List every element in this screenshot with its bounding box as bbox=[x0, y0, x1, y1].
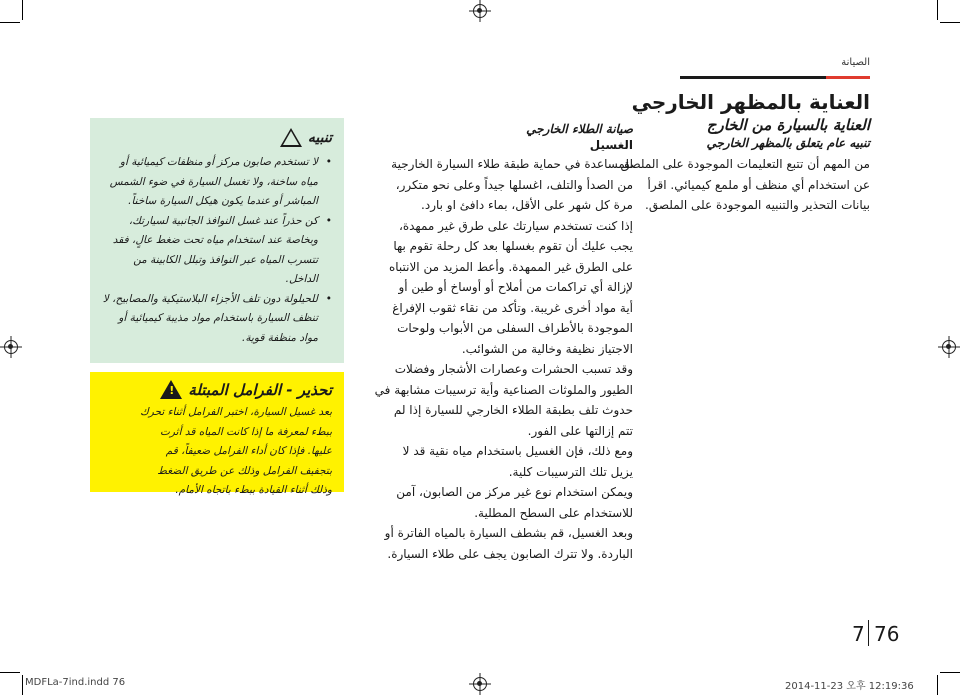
paragraph-line: على الطرق غير الممهدة. وأعط المزيد من الانتباه bbox=[388, 259, 633, 274]
warning-triangle-icon: ! bbox=[280, 128, 302, 147]
page-number-divider bbox=[868, 620, 869, 646]
caution-item: • لا تستخدم صابون مركز أو منظفات كيميائية أو مياه ساخنة، ولا تغسل السيارة في ضوء الشمس المباشر أو عندما يكون هيكل السيارة ساخناً. bbox=[102, 153, 332, 212]
footer-filename: MDFLa-7ind.indd 76 bbox=[25, 677, 126, 688]
paragraph-line: الباردة. ولا تترك الصابون يجف على طلاء السيارة. bbox=[387, 546, 633, 561]
caution-title bbox=[102, 128, 332, 147]
washing-paragraph bbox=[355, 154, 633, 564]
paragraph-line: للاستخدام على السطح المطلية. bbox=[474, 505, 633, 520]
warning-text bbox=[102, 403, 332, 501]
paragraph-line: تتم إزالتها على الفور. bbox=[527, 423, 633, 438]
section-header: الصيانة bbox=[841, 57, 870, 68]
chapter-number: 7 bbox=[852, 622, 865, 646]
crop-mark bbox=[937, 0, 938, 20]
paragraph-line: يزيل تلك الترسيبات كلية. bbox=[508, 464, 633, 479]
paragraph-line: الاجتياز نظيفة وخالية من الشوائب. bbox=[461, 341, 633, 356]
paragraph-line: من الصدأ والتلف، اغسلها جيداً وعلى نحو متكرر، bbox=[395, 177, 633, 192]
middle-column bbox=[355, 122, 633, 564]
warning-title-text: تحذير - الفرامل المبتلة bbox=[188, 380, 332, 399]
crop-mark bbox=[0, 22, 20, 23]
right-paragraph bbox=[620, 154, 870, 216]
warning-title bbox=[102, 380, 332, 399]
paragraph-line: ويمكن استخدام نوع غير مركز من الصابون، آمن bbox=[396, 485, 633, 499]
caution-item: • كن حذراً عند غسل النوافذ الجانبية لسيارتك، وبخاصة عند استخدام مياه تحت ضغط عالٍ، فقد تتسرب المياه عبر النوافذ وتبلل الكابينة من الداخل. bbox=[102, 212, 332, 290]
caution-list bbox=[102, 153, 332, 348]
paragraph-line: وبعد الغسيل، قم بشطف السيارة بالمياه الفاترة أو bbox=[384, 526, 633, 540]
paragraph-line: من المهم أن تتبع التعليمات الموجودة على الملصق bbox=[620, 157, 870, 171]
warning-line: ببطء لمعرفة ما إذا كانت المياه قد أثرت bbox=[159, 425, 332, 438]
crop-mark bbox=[22, 675, 23, 695]
caution-title-text: تنبيه bbox=[307, 129, 332, 146]
paragraph-line: بيانات التحذير والتنبيه الموجودة على الملصق. bbox=[645, 198, 870, 212]
paragraph-line: حدوث تلف بطبقة الطلاء الخارجي للسيارة إذا لم bbox=[393, 403, 633, 417]
warning-line: بعد غسيل السيارة، اختبر الفرامل أثناء تحرك bbox=[140, 406, 332, 418]
registration-mark-icon bbox=[4, 340, 18, 354]
crop-mark bbox=[940, 672, 960, 673]
crop-mark bbox=[937, 675, 938, 695]
header-accent-bar bbox=[826, 76, 870, 79]
header-bar bbox=[680, 76, 826, 79]
paragraph-line: مرة كل شهر على الأقل، بماء دافئ او بارد. bbox=[421, 198, 633, 212]
paragraph-line: أية مواد أخرى غريبة. وتأكد من نقاء ثقوب الإفراغ bbox=[392, 300, 633, 315]
washing-subheading: الغسيل bbox=[589, 138, 633, 152]
warning-triangle-icon: ! bbox=[160, 380, 182, 399]
paragraph-line: للمساعدة في حماية طبقة طلاء السيارة الخارجية bbox=[391, 157, 633, 171]
paragraph-line: ومع ذلك، فإن الغسيل باستخدام مياه نقية قد لا bbox=[402, 444, 633, 458]
registration-mark-icon bbox=[942, 340, 956, 354]
warning-line: بتجفيف الفرامل وذلك عن طريق الضغط bbox=[157, 464, 332, 477]
paragraph-line: الطيور والملوثات الصناعية وأية ترسيبات مشابهة في bbox=[374, 382, 633, 397]
warning-box bbox=[90, 372, 344, 496]
section-subtitle-2: تنبيه عام يتعلق بالمظهر الخارجي bbox=[706, 136, 870, 150]
crop-mark bbox=[22, 0, 23, 20]
footer-timestamp: 2014-11-23 오후 12:19:36 bbox=[785, 681, 914, 692]
paragraph-line: لإزالة أي تراكمات من أملاح أو أوساخ أو طين أو bbox=[398, 280, 633, 294]
registration-mark-icon bbox=[473, 4, 487, 18]
paragraph-line: وقد تسبب الحشرات وعصارات الأشجار وفضلات bbox=[394, 362, 633, 376]
warning-line: عليها. فإذا كان أداء الفرامل ضعيفاً، قم bbox=[165, 445, 332, 457]
paragraph-line: إذا كنت تستخدم سيارتك على طرق غير ممهدة، bbox=[398, 218, 633, 233]
washing-heading: صيانة الطلاء الخارجي bbox=[526, 122, 633, 136]
warning-line: وذلك أثناء القيادة ببطء باتجاه الأمام. bbox=[175, 484, 332, 496]
paragraph-line: الموجودة بالأطراف السفلى من الأبواب ولوحات bbox=[397, 321, 633, 335]
paragraph-line: يجب عليك أن تقوم بغسلها بعد كل رحلة تقوم بها bbox=[393, 239, 633, 253]
page-number: 76 bbox=[874, 622, 900, 646]
page-title: العناية بالمظهر الخارجي bbox=[631, 90, 870, 114]
crop-mark bbox=[940, 22, 960, 23]
section-subtitle: العناية بالسيارة من الخارج bbox=[706, 116, 870, 134]
paragraph-line: عن استخدام أي منظف أو ملمع كيميائي. اقرأ bbox=[647, 177, 870, 192]
registration-mark-icon bbox=[473, 677, 487, 691]
right-column bbox=[620, 90, 870, 216]
caution-item: • للحيلولة دون تلف الأجزاء البلاستيكية والمصابيح، لا تنظف السيارة باستخدام مواد مذيبة كيميائية أو مواد منظفة قوية. bbox=[102, 290, 332, 349]
crop-mark bbox=[0, 672, 20, 673]
caution-note-box bbox=[90, 118, 344, 363]
